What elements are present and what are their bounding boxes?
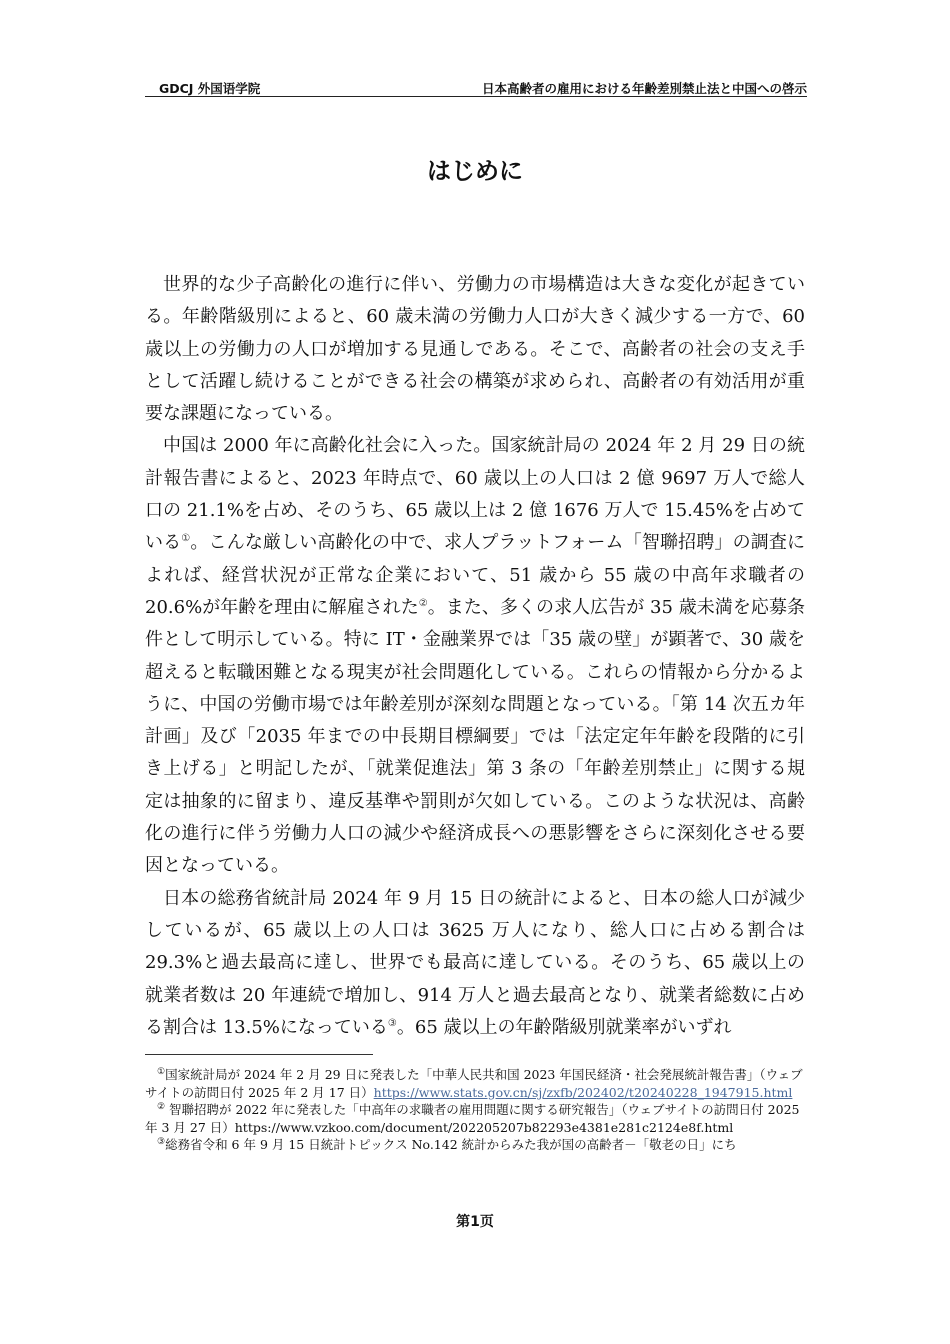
running-header [145,79,807,97]
section-title: はじめに [427,157,523,185]
footnote-ref-3[interactable]: ③ [387,1017,397,1029]
paragraph-1: 世界的な少子高齢化の進行に伴い、労働力の市場構造は大きな変化が起きている。年齢階級別によると、60 歳未満の労働力人口が大きく減少する一方で、60 歳以上の労働力の人口が増加する見通しである。そこで、高齢者の社会の支え手として活躍し続けることができる社会の構築が求められ、高齢者の有効活用が重要な課題になっている。 [145,274,805,425]
footnote-2: ② 智聯招聘が 2022 年に発表した「中高年の求職者の雇用問題に関する研究報告」（ウェブサイトの訪問日付 2025 年 3 月 27 日）https://www.vzkoo.com/document/202205207b82293e4381e281c2124e8f.html [145,1101,800,1135]
page-number: 第1页 [456,1214,494,1230]
footnote-ref-1[interactable]: ① [181,533,191,545]
paragraph-3: 日本の総務省統計局 2024 年 9 月 15 日の統計によると、日本の総人口が減少しているが、65 歳以上の人口は 3625 万人になり、総人口に占める割合は 29.3%と過去最高に達し、世界でも最高に達している。そのうち、65 歳以上の就業者数は 20 年連続で増加し、914 万人と過去最高となり、就業者総数に占める割合は 13.5%になっている③。65 歳以上の年齢階級別就業率がいずれ [145,887,805,1038]
paragraph-2: 中国は 2000 年に高齢化社会に入った。国家統計局の 2024 年 2 月 29 日の統計報告書によると、2023 年時点で、60 歳以上の人口は 2 億 9697 万人で総人口の 21.1%を占め、そのうち、65 歳以上は 2 億 1676 万人で 15.45%を占めている①。こんな厳しい高齢化の中で、求人プラットフォーム「智聯招聘」の調査によれば、経営状況が正常な企業において、51 歳から 55 歳の中高年求職者の 20.6%が年齢を理由に解雇された②。また、多くの求人広告が 35 歳未満を応募条件として明示している。特に IT・金融業界では「35 歳の壁」が顕著で、30 歳を超えると転職困難となる現実が社会問題化している。これらの情報から分かるように、中国の労働市場では年齢差別が深刻な問題となっている。「第 14 次五カ年計画」及び「2035 年までの中長期目標綱要」では「法定定年年齢を段階的に引き上げる」と明記したが、「就業促進法」第 3 条の「年齢差別禁止」に関する規定は抽象的に留まり、違反基準や罰則が欠如している。このような状況は、高齢化の進行に伴う労働力人口の減少や経済成長への悪影響をさらに深刻化させる要因となっている。 [145,435,805,877]
body-text [145,269,805,1044]
footnote-ref-2[interactable]: ② [418,597,428,609]
footnotes [145,1066,805,1154]
footnote-divider [145,1054,373,1055]
footnote-1: ①国家統計局が 2024 年 2 月 29 日に発表した「中華人民共和国 2023 年国民経済・社会発展統計報告書」（ウェブサイトの訪問日付 2025 年 2 月 17 日）https://www.stats.gov.cn/sj/zxfb/202402/t20240228_1947915.html [145,1066,803,1100]
header-paper-title: 日本高齢者の雇用における年齢差別禁止法と中国への啓示 [481,81,807,96]
footnote-1-link[interactable]: https://www.stats.gov.cn/sj/zxfb/202402/t20240228_1947915.html [373,1084,793,1100]
header-institution: GDCJ 外国语学院 [159,81,261,96]
footnote-3: ③総務省令和 6 年 9 月 15 日統計トピックス No.142 統計からみた我が国の高齢者－「敬老の日」にち [157,1136,737,1152]
